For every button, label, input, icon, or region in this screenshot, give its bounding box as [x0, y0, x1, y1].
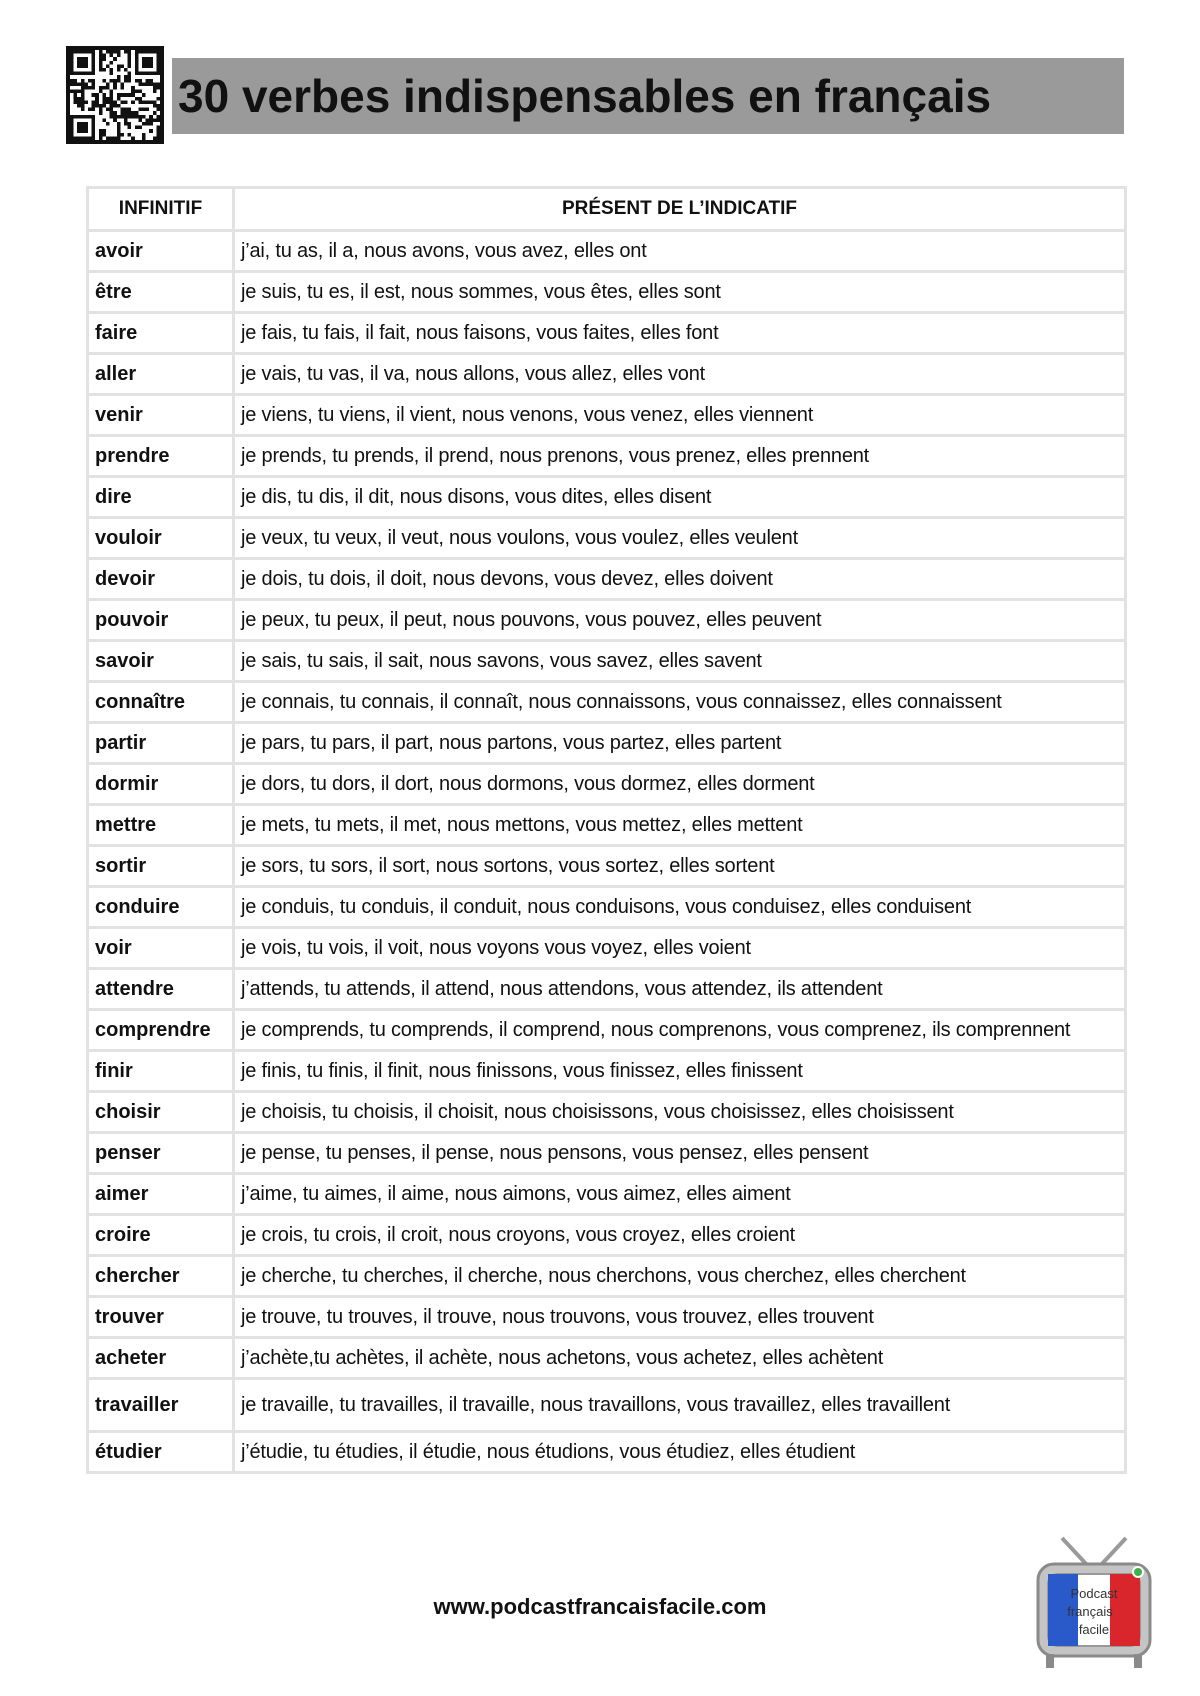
- table-row: [88, 887, 1126, 928]
- verb-present: je travaille, tu travailles, il travaille, nous travaillons, vous travaillez, elles travaillent: [234, 1379, 1126, 1432]
- table-row: [88, 354, 1126, 395]
- table-row: [88, 1338, 1126, 1379]
- verb-present: j’attends, tu attends, il attend, nous attendons, vous attendez, ils attendent: [234, 969, 1126, 1010]
- table-row: [88, 518, 1126, 559]
- table-body: [88, 231, 1126, 1473]
- table-row: [88, 928, 1126, 969]
- verb-present: je dois, tu dois, il doit, nous devons, vous devez, elles doivent: [234, 559, 1126, 600]
- verb-present: je crois, tu crois, il croit, nous croyons, vous croyez, elles croient: [234, 1215, 1126, 1256]
- table-row: [88, 805, 1126, 846]
- verb-infinitive: être: [88, 272, 234, 313]
- verb-present: je sors, tu sors, il sort, nous sortons, vous sortez, elles sortent: [234, 846, 1126, 887]
- verb-present: je veux, tu veux, il veut, nous voulons, vous voulez, elles veulent: [234, 518, 1126, 559]
- verb-infinitive: connaître: [88, 682, 234, 723]
- table-row: [88, 682, 1126, 723]
- verb-present: je mets, tu mets, il met, nous mettons, vous mettez, elles mettent: [234, 805, 1126, 846]
- verb-infinitive: comprendre: [88, 1010, 234, 1051]
- verb-table: [86, 186, 1127, 1474]
- title-bar: [172, 58, 1124, 134]
- verb-present: je sais, tu sais, il sait, nous savons, vous savez, elles savent: [234, 641, 1126, 682]
- verb-infinitive: penser: [88, 1133, 234, 1174]
- logo-text-line-1: Podcast: [1070, 1586, 1118, 1601]
- table-row: [88, 846, 1126, 887]
- tv-logo-icon: [1032, 1532, 1156, 1672]
- table-row: [88, 313, 1126, 354]
- table-row: [88, 969, 1126, 1010]
- verb-present: j’achète,tu achètes, il achète, nous achetons, vous achetez, elles achètent: [234, 1338, 1126, 1379]
- verb-present: j’étudie, tu étudies, il étudie, nous étudions, vous étudiez, elles étudient: [234, 1432, 1126, 1473]
- verb-present: je pense, tu penses, il pense, nous pensons, vous pensez, elles pensent: [234, 1133, 1126, 1174]
- verb-infinitive: savoir: [88, 641, 234, 682]
- header-infinitive: INFINITIF: [88, 188, 234, 231]
- verb-present: je connais, tu connais, il connaît, nous connaissons, vous connaissez, elles connaissent: [234, 682, 1126, 723]
- verb-infinitive: avoir: [88, 231, 234, 272]
- verb-present: j’aime, tu aimes, il aime, nous aimons, vous aimez, elles aiment: [234, 1174, 1126, 1215]
- verb-infinitive: attendre: [88, 969, 234, 1010]
- verb-infinitive: mettre: [88, 805, 234, 846]
- page-title: 30 verbes indispensables en français: [178, 70, 992, 122]
- verb-infinitive: vouloir: [88, 518, 234, 559]
- table-row: [88, 1379, 1126, 1432]
- table-row: [88, 272, 1126, 313]
- table-row: [88, 764, 1126, 805]
- verb-infinitive: aimer: [88, 1174, 234, 1215]
- verb-present: je peux, tu peux, il peut, nous pouvons, vous pouvez, elles peuvent: [234, 600, 1126, 641]
- verb-present: je viens, tu viens, il vient, nous venons, vous venez, elles viennent: [234, 395, 1126, 436]
- footer-url: www.podcastfrancaisfacile.com: [433, 1594, 767, 1619]
- verb-infinitive: dormir: [88, 764, 234, 805]
- verb-present: je finis, tu finis, il finit, nous finissons, vous finissez, elles finissent: [234, 1051, 1126, 1092]
- table-row: [88, 1174, 1126, 1215]
- table-row: [88, 1133, 1126, 1174]
- verb-infinitive: croire: [88, 1215, 234, 1256]
- verb-infinitive: voir: [88, 928, 234, 969]
- verb-infinitive: devoir: [88, 559, 234, 600]
- verb-present: je dis, tu dis, il dit, nous disons, vous dites, elles disent: [234, 477, 1126, 518]
- table-row: [88, 477, 1126, 518]
- table-row: [88, 1010, 1126, 1051]
- verb-present: je choisis, tu choisis, il choisit, nous choisissons, vous choisissez, elles choisissent: [234, 1092, 1126, 1133]
- verb-infinitive: faire: [88, 313, 234, 354]
- table-row: [88, 395, 1126, 436]
- verb-infinitive: partir: [88, 723, 234, 764]
- verb-present: je suis, tu es, il est, nous sommes, vous êtes, elles sont: [234, 272, 1126, 313]
- table-row: [88, 231, 1126, 272]
- verb-infinitive: aller: [88, 354, 234, 395]
- verb-infinitive: venir: [88, 395, 234, 436]
- table-row: [88, 1256, 1126, 1297]
- table-row: [88, 1051, 1126, 1092]
- qr-code-icon: [66, 46, 164, 144]
- table-row: [88, 1092, 1126, 1133]
- verb-present: je dors, tu dors, il dort, nous dormons, vous dormez, elles dorment: [234, 764, 1126, 805]
- verb-infinitive: dire: [88, 477, 234, 518]
- table-row: [88, 641, 1126, 682]
- table-row: [88, 1215, 1126, 1256]
- verb-present: je trouve, tu trouves, il trouve, nous trouvons, vous trouvez, elles trouvent: [234, 1297, 1126, 1338]
- table-header-row: [88, 188, 1126, 231]
- table-row: [88, 559, 1126, 600]
- table-row: [88, 1432, 1126, 1473]
- verb-present: je fais, tu fais, il fait, nous faisons, vous faites, elles font: [234, 313, 1126, 354]
- verb-infinitive: conduire: [88, 887, 234, 928]
- logo-text-line-2: français: [1067, 1604, 1113, 1619]
- table-row: [88, 1297, 1126, 1338]
- verb-infinitive: trouver: [88, 1297, 234, 1338]
- table-row: [88, 436, 1126, 477]
- verb-infinitive: prendre: [88, 436, 234, 477]
- verb-infinitive: finir: [88, 1051, 234, 1092]
- verb-present: je vois, tu vois, il voit, nous voyons vous voyez, elles voient: [234, 928, 1126, 969]
- verb-infinitive: travailler: [88, 1379, 234, 1432]
- verb-present: je vais, tu vas, il va, nous allons, vous allez, elles vont: [234, 354, 1126, 395]
- verb-infinitive: acheter: [88, 1338, 234, 1379]
- verb-present: je cherche, tu cherches, il cherche, nous cherchons, vous cherchez, elles cherchent: [234, 1256, 1126, 1297]
- table-row: [88, 600, 1126, 641]
- verb-infinitive: sortir: [88, 846, 234, 887]
- verb-infinitive: chercher: [88, 1256, 234, 1297]
- logo-text-line-3: facile: [1078, 1622, 1110, 1637]
- verb-present: je pars, tu pars, il part, nous partons, vous partez, elles partent: [234, 723, 1126, 764]
- table-row: [88, 723, 1126, 764]
- verb-present: je comprends, tu comprends, il comprend, nous comprenons, vous comprenez, ils comprennent: [234, 1010, 1126, 1051]
- verb-infinitive: pouvoir: [88, 600, 234, 641]
- verb-present: j’ai, tu as, il a, nous avons, vous avez, elles ont: [234, 231, 1126, 272]
- verb-present: je prends, tu prends, il prend, nous prenons, vous prenez, elles prennent: [234, 436, 1126, 477]
- verb-infinitive: choisir: [88, 1092, 234, 1133]
- verb-infinitive: étudier: [88, 1432, 234, 1473]
- header-present: PRÉSENT DE L’INDICATIF: [234, 188, 1126, 231]
- verb-present: je conduis, tu conduis, il conduit, nous conduisons, vous conduisez, elles conduisent: [234, 887, 1126, 928]
